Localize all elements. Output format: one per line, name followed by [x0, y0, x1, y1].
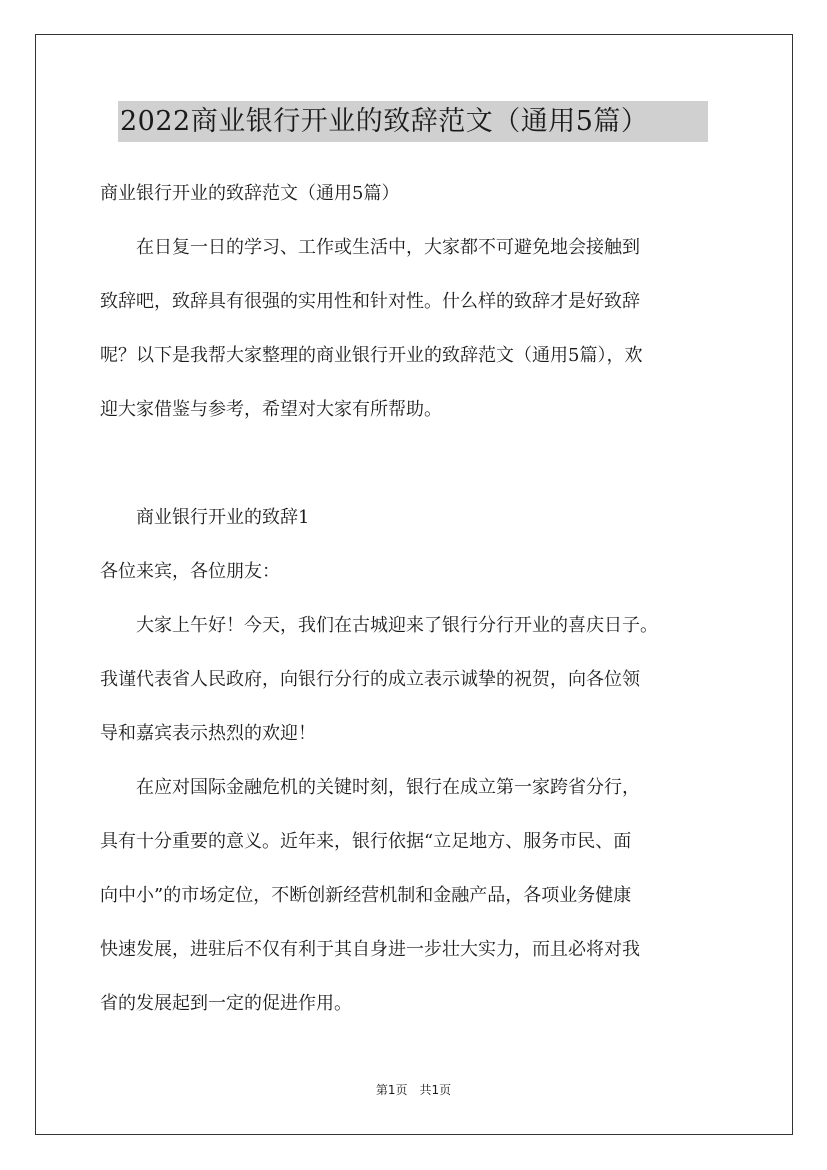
paragraph-line: 向中小”的市场定位，不断创新经营机制和金融产品，各项业务健康 — [100, 885, 632, 906]
paragraph-line: 在应对国际金融危机的关键时刻，银行在成立第一家跨省分行， — [100, 777, 640, 798]
paragraph-line: 致辞吧，致辞具有很强的实用性和针对性。什么样的致辞才是好致辞 — [100, 291, 640, 312]
paragraph-line: 大家上午好！今天，我们在古城迎来了银行分行开业的喜庆日子。 — [100, 615, 658, 636]
paragraph-line: 快速发展，进驻后不仅有利于其自身进一步壮大实力，而且必将对我 — [100, 939, 640, 960]
document-subtitle: 商业银行开业的致辞范文（通用5篇） — [100, 183, 400, 204]
paragraph-line: 迎大家借鉴与参考，希望对大家有所帮助。 — [100, 399, 442, 420]
paragraph-line: 导和嘉宾表示热烈的欢迎！ — [100, 723, 316, 744]
paragraph-line: 具有十分重要的意义。近年来，银行依据“立足地方、服务市民、面 — [100, 831, 632, 852]
document-title: 2022商业银行开业的致辞范文（通用5篇） — [118, 101, 708, 142]
paragraph-line: 呢？以下是我帮大家整理的商业银行开业的致辞范文（通用5篇），欢 — [100, 345, 643, 366]
paragraph-line: 省的发展起到一定的促进作用。 — [100, 993, 352, 1014]
page-number-footer: 第1页 共1页 — [375, 1083, 452, 1097]
salutation: 各位来宾，各位朋友： — [100, 561, 280, 582]
paragraph-line: 我谨代表省人民政府，向银行分行的成立表示诚挚的祝贺，向各位领 — [100, 669, 640, 690]
section-heading: 商业银行开业的致辞1 — [100, 507, 310, 528]
paragraph-line: 在日复一日的学习、工作或生活中，大家都不可避免地会接触到 — [100, 237, 640, 258]
